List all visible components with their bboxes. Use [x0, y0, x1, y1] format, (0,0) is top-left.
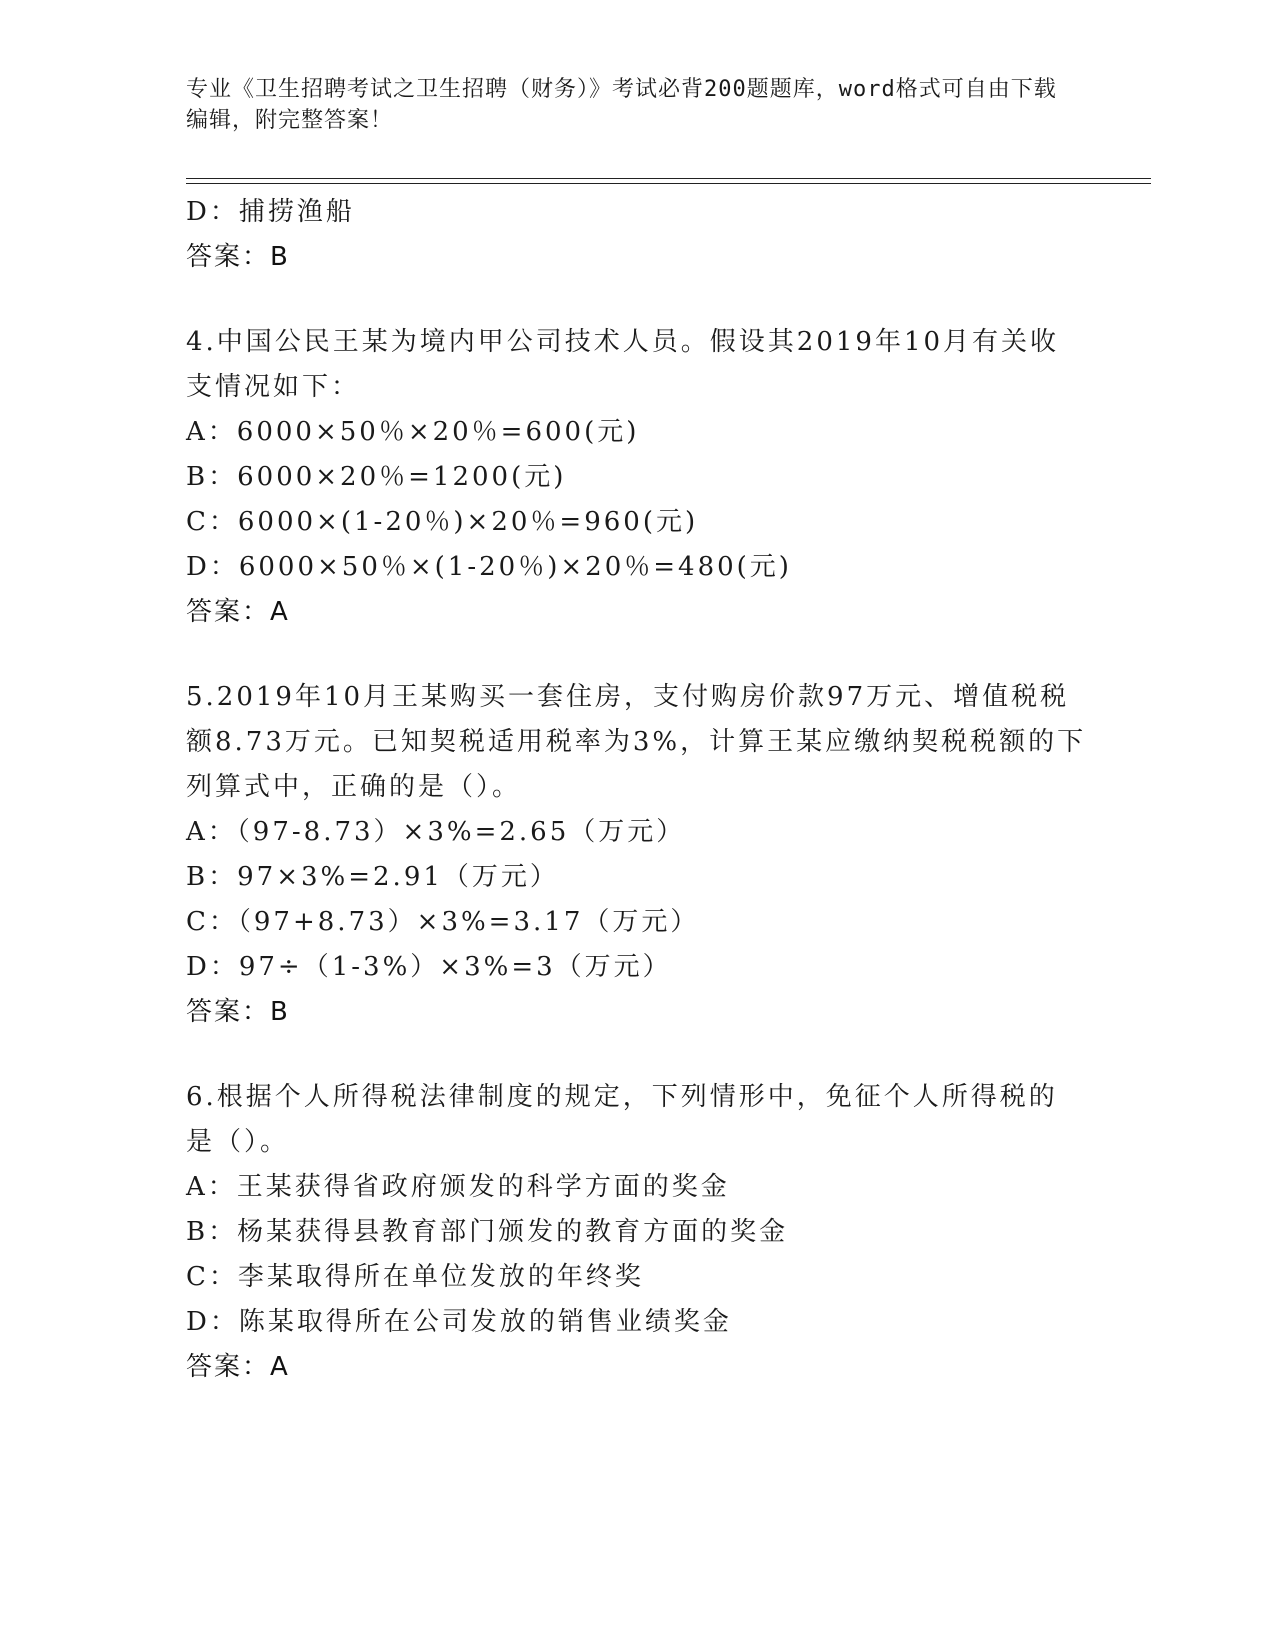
question-fragment [186, 190, 1086, 280]
option-d: D：捕捞渔船 [186, 197, 355, 227]
question-stem-continued: 支情况如下： [186, 372, 361, 402]
header-divider-double [186, 183, 1151, 184]
option-b: B：6000×20％=1200(元) [186, 462, 567, 492]
option-d: D：6000×50％×(1-20％)×20％=480(元) [186, 552, 792, 582]
answer-label: 答案：A [186, 1352, 290, 1382]
header-divider [186, 178, 1151, 179]
option-c: C：6000×(1-20％)×20％=960(元) [186, 507, 699, 537]
question-stem: 6.根据个人所得税法律制度的规定，下列情形中，免征个人所得税的 [186, 1082, 1058, 1112]
question-6 [186, 1075, 1086, 1390]
answer-label: 答案：A [186, 597, 290, 627]
answer-label: 答案：B [186, 997, 290, 1027]
page-header: 专业《卫生招聘考试之卫生招聘（财务）》考试必背200题题库，word格式可自由下载编辑，附完整答案！ [186, 77, 1057, 133]
option-a: A：王某获得省政府颁发的科学方面的奖金 [186, 1172, 730, 1202]
question-stem-continued: 是（）。 [186, 1127, 290, 1157]
option-d: D：97÷（1-3%）×3%=3（万元） [186, 952, 672, 982]
option-a: A：（97-8.73）×3%=2.65（万元） [186, 817, 686, 847]
option-c: C：李某取得所在单位发放的年终奖 [186, 1262, 644, 1292]
question-4 [186, 320, 1086, 635]
question-5 [186, 675, 1086, 1035]
option-d: D：陈某取得所在公司发放的销售业绩奖金 [186, 1307, 732, 1337]
question-stem-continued: 额8.73万元。已知契税适用税率为3%，计算王某应缴纳契税税额的下 [186, 727, 1087, 757]
question-stem-continued: 列算式中，正确的是（）。 [186, 772, 522, 802]
option-a: A：6000×50％×20％=600(元) [186, 417, 640, 447]
option-c: C：（97+8.73）×3%=3.17（万元） [186, 907, 700, 937]
document-body [186, 190, 1086, 1390]
question-stem: 5.2019年10月王某购买一套住房，支付购房价款97万元、增值税税 [186, 682, 1070, 712]
answer-label: 答案：B [186, 242, 290, 272]
option-b: B：杨某获得县教育部门颁发的教育方面的奖金 [186, 1217, 789, 1247]
option-b: B：97×3%=2.91（万元） [186, 862, 559, 892]
question-stem: 4.中国公民王某为境内甲公司技术人员。假设其2019年10月有关收 [186, 327, 1060, 357]
